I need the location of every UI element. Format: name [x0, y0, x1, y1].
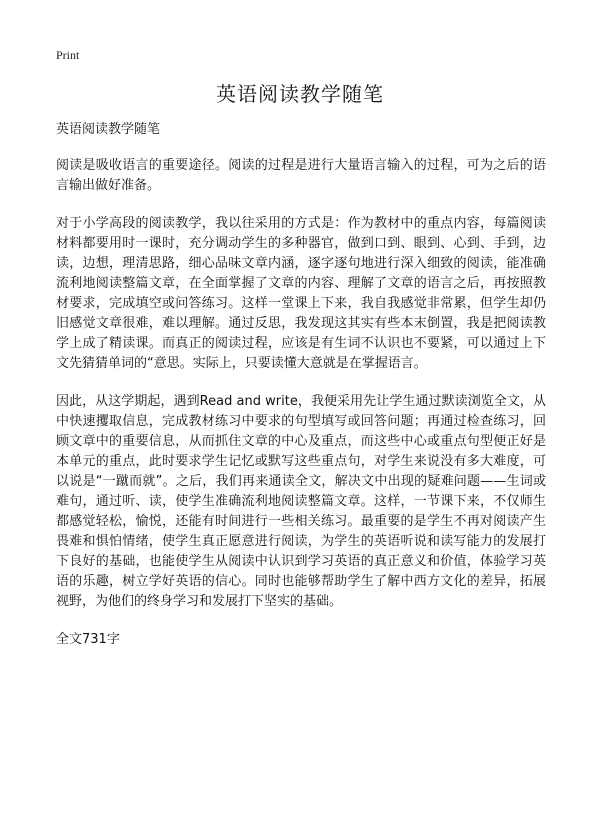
word-count: 全文731字 [56, 632, 120, 647]
page-title: 英语阅读教学随笔 [216, 82, 384, 106]
paragraph-1: 阅读是吸收语言的重要途径。阅读的过程是进行大量语言输入的过程，可为之后的语言输出做好准备。 [56, 158, 546, 193]
paragraph-3: 因此，从这学期起，遇到Read and write，我便采用先让学生通过默读浏览全文，从中快速攫取信息，完成教材练习中要求的句型填写或回答问题；再通过检查练习，回顾文章中的重要信息，从而抓住文章的中心及重点，而这些中心或重点句型便正好是本单元的重点，此时要求学生记忆或默写这些重点句，对学生来说没有多大难度，可以说是“一蹴而就”。之后，我们再来通读全文，解决文中出现的疑难问题——生词或难句，通过听、读，使学生准确流利地阅读整篇文章。这样，一节课下来，不仅师生都感觉轻松，愉悦，还能有时间进行一些相关练习。最重要的是学生不再对阅读产生畏难和惧怕情绪，使学生真正愿意进行阅读，为学生的英语听说和读写能力的发展打下良好的基础，也能使学生从阅读中认识到学习英语的真正意义和价值，体验学习英语的乐趣，树立学好英语的信心。同时也能够帮助学生了解中西方文化的差异，拓展视野，为他们的终身学习和发展打下坚实的基础。 [56, 394, 546, 609]
article-subtitle: 英语阅读教学随笔 [56, 122, 161, 137]
article-body [56, 120, 546, 668]
print-link[interactable]: Print [56, 48, 80, 62]
paragraph-2: 对于小学高段的阅读教学，我以往采用的方式是：作为教材中的重点内容，每篇阅读材料都要用时一课时，充分调动学生的多种器官，做到口到、眼到、心到、手到，边读，边想，理清思路，细心品味文章内涵，逐字逐句地进行深入细致的阅读，能准确流利地阅读整篇文章，在全面掌握了文章的内容、理解了文章的语言之后，再按照教材要求，完成填空或问答练习。这样一堂课上下来，我自我感觉非常累，但学生却仍旧感觉文章很难，难以理解。通过反思，我发现这其实有些本末倒置，我是把阅读教学上成了精读课。而真正的阅读过程，应该是有生词不认识也不要紧，可以通过上下文先猜猜单词的“意思。实际上，只要读懂大意就是在掌握语言。 [56, 216, 546, 371]
